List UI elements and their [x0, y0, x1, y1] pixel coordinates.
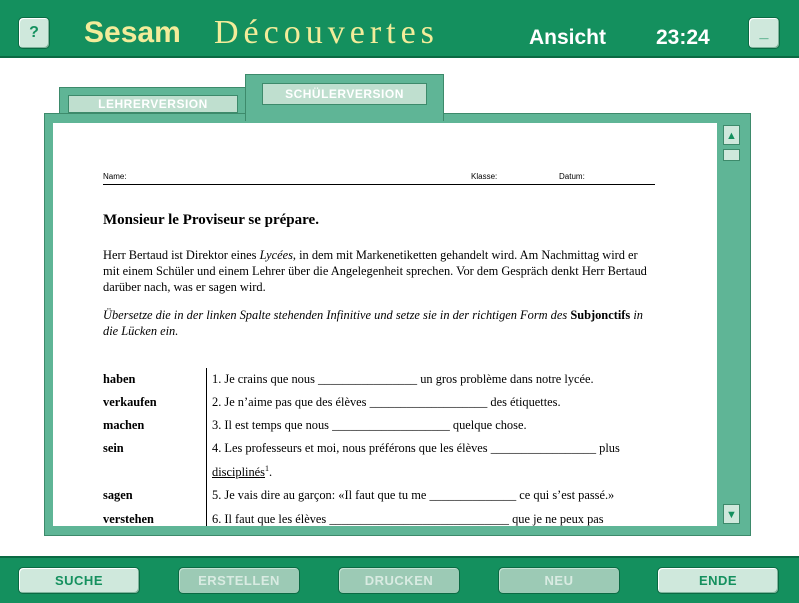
exercise-verb: verkaufen [103, 395, 157, 409]
klasse-label: Klasse: [471, 172, 498, 181]
exercise-sentence: 4. Les professeurs et moi, nous préférons que les élèves _________________ plus [212, 441, 620, 455]
exercise-sentence-continued: disciplinés$^1$. [212, 464, 273, 480]
name-label: Name: [103, 172, 127, 181]
brand-title: Découvertes [214, 14, 439, 51]
tab-lehrerversion-label: LEHRERVERSION [68, 95, 238, 113]
exercise-verb: machen [103, 418, 145, 432]
exercise-sentence: 1. Je crains que nous ________________ un gros problème dans notre lycée. [212, 372, 594, 386]
neu-button[interactable]: NEU [498, 567, 620, 594]
scroll-down-icon[interactable]: ▼ [723, 504, 740, 524]
mode-label: Ansicht [529, 26, 607, 49]
erstellen-button[interactable]: ERSTELLEN [178, 567, 300, 594]
tab-schuelerversion[interactable] [245, 74, 444, 121]
clock: 23:24 [656, 26, 710, 49]
exercise-sentence: 2. Je n’aime pas que des élèves ___________________ des étiquettes. [212, 395, 561, 409]
lycees-word: Lycées [259, 248, 293, 262]
exercise-sentence: 5. Je vais dire au garçon: «Il faut que tu me ______________ ce qui s’est passé.» [212, 488, 615, 502]
header-bar [0, 0, 799, 58]
minimize-button[interactable]: _ [748, 17, 780, 49]
exercise-verb: sein [103, 441, 124, 455]
suche-button[interactable]: SUCHE [18, 567, 140, 594]
instruction-paragraph: Übersetze die in der linken Spalte stehenden Infinitive und setze sie in der richtigen Form des Subjonctifs in die Lücken ein. [103, 308, 643, 338]
exercise-sentence: 6. Il faut que les élèves _____________________________ que je ne peux pas [212, 512, 604, 526]
worksheet-panel [44, 113, 751, 536]
footnote-marker: 1 [265, 464, 269, 473]
worksheet-viewport[interactable] [53, 123, 717, 526]
footer-bar [0, 556, 799, 603]
help-button[interactable]: ? [18, 17, 50, 49]
exercise-verb: sagen [103, 488, 133, 502]
exercise-sentence: 3. Il est temps que nous ___________________ quelque chose. [212, 418, 527, 432]
column-divider [206, 368, 207, 526]
subjonctifs-word: Subjonctifs [570, 308, 631, 322]
drucken-button[interactable]: DRUCKEN [338, 567, 460, 594]
brand-sesam: Sesam [84, 16, 181, 49]
ende-button[interactable]: ENDE [657, 567, 779, 594]
exercise-verb: haben [103, 372, 136, 386]
intro-paragraph: Herr Bertaud ist Direktor eines Lycées, in dem mit Markenetiketten gehandelt wird. Am Nachmittag wird er mit einem Schüler und einem Lehrer über die Angelegenheit sprechen. Vor dem Gespräch denkt Herr Bertaud darüber nach, was er sagen wird. [103, 248, 647, 294]
vertical-scrollbar[interactable] [722, 124, 741, 525]
datum-label: Datum: [559, 172, 585, 181]
exercise-verb: verstehen [103, 512, 154, 526]
tab-lehrerversion[interactable] [59, 87, 247, 115]
tab-schuelerversion-label: SCHÜLERVERSION [262, 83, 427, 105]
scroll-up-icon[interactable]: ▲ [723, 125, 740, 145]
form-header-line [103, 172, 655, 185]
scroll-thumb[interactable] [723, 149, 740, 161]
worksheet-title: Monsieur le Proviseur se prépare. [103, 212, 319, 228]
disciplines-word: disciplinés [212, 465, 265, 480]
